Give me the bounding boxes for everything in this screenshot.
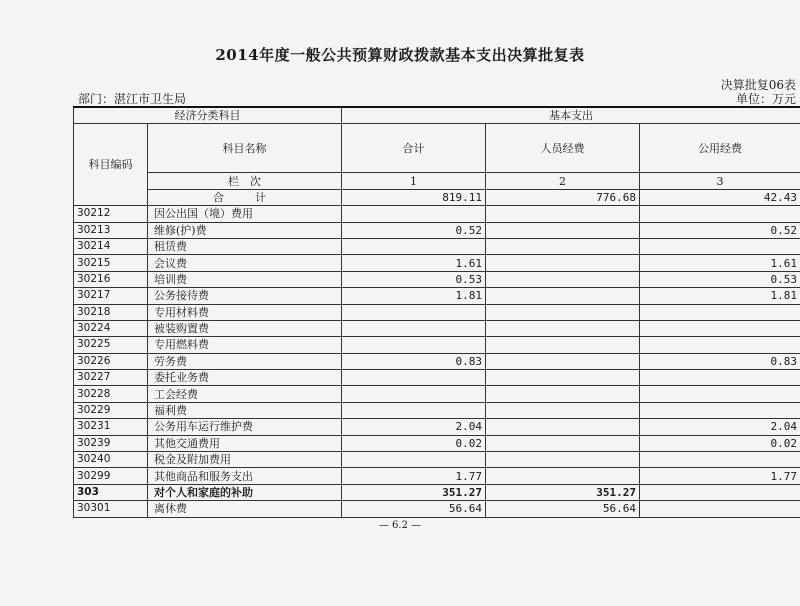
row-total: 2.04 <box>342 419 486 435</box>
sum-label: 合 计 <box>148 189 342 205</box>
expenditure-table <box>73 106 800 518</box>
row-personnel <box>486 271 640 287</box>
total-col-header: 合计 <box>342 124 486 173</box>
table-row <box>74 271 800 287</box>
row-name: 专用燃料费 <box>148 337 342 353</box>
table-row <box>74 353 800 369</box>
row-code: 30227 <box>74 370 148 386</box>
row-total: 0.02 <box>342 435 486 451</box>
row-total: 0.83 <box>342 353 486 369</box>
table-row <box>74 386 800 402</box>
table-row <box>74 304 800 320</box>
row-code: 30213 <box>74 222 148 238</box>
row-index-label: 栏 次 <box>148 173 342 189</box>
form-code: 决算批复06表 <box>720 78 796 92</box>
row-public <box>640 206 800 222</box>
row-total <box>342 402 486 418</box>
row-code: 30226 <box>74 353 148 369</box>
row-name: 被装购置费 <box>148 320 342 336</box>
row-personnel <box>486 288 640 304</box>
row-public: 1.81 <box>640 288 800 304</box>
row-public <box>640 452 800 468</box>
col-index-3: 3 <box>640 173 800 189</box>
row-personnel: 56.64 <box>486 501 640 517</box>
econ-class-header: 经济分类科目 <box>74 107 342 124</box>
public-col-header: 公用经费 <box>640 124 800 173</box>
row-total: 56.64 <box>342 501 486 517</box>
table-row <box>74 288 800 304</box>
row-name: 离休费 <box>148 501 342 517</box>
row-total: 351.27 <box>342 484 486 500</box>
page-number: — 6.2 — <box>378 520 422 531</box>
row-personnel <box>486 320 640 336</box>
col-index-2: 2 <box>486 173 640 189</box>
row-public: 1.61 <box>640 255 800 271</box>
row-code: 30212 <box>74 206 148 222</box>
row-personnel <box>486 238 640 254</box>
table-row <box>74 206 800 222</box>
row-personnel <box>486 206 640 222</box>
row-total: 1.61 <box>342 255 486 271</box>
row-public: 0.83 <box>640 353 800 369</box>
row-total: 1.77 <box>342 468 486 484</box>
row-total: 0.53 <box>342 271 486 287</box>
row-code: 30301 <box>74 501 148 517</box>
table-row <box>74 337 800 353</box>
row-public: 1.77 <box>640 468 800 484</box>
row-public <box>640 337 800 353</box>
table-row <box>74 435 800 451</box>
row-personnel <box>486 452 640 468</box>
row-personnel <box>486 222 640 238</box>
row-public <box>640 320 800 336</box>
sum-total: 819.11 <box>342 189 486 205</box>
row-public: 0.52 <box>640 222 800 238</box>
row-personnel <box>486 304 640 320</box>
row-name: 劳务费 <box>148 353 342 369</box>
table-row <box>74 501 800 517</box>
table-row <box>74 255 800 271</box>
row-code: 303 <box>74 484 148 500</box>
department-label: 部门：湛江市卫生局 <box>78 92 187 106</box>
row-name: 公务接待费 <box>148 288 342 304</box>
row-public <box>640 238 800 254</box>
row-personnel <box>486 370 640 386</box>
table-row <box>74 484 800 500</box>
basic-exp-header: 基本支出 <box>342 107 800 124</box>
row-public <box>640 484 800 500</box>
col-index-1: 1 <box>342 173 486 189</box>
row-public <box>640 386 800 402</box>
row-name: 其他商品和服务支出 <box>148 468 342 484</box>
row-personnel <box>486 402 640 418</box>
row-code: 30240 <box>74 452 148 468</box>
row-personnel <box>486 419 640 435</box>
row-total <box>342 370 486 386</box>
row-name: 委托业务费 <box>148 370 342 386</box>
row-name: 税金及附加费用 <box>148 452 342 468</box>
row-code: 30231 <box>74 419 148 435</box>
row-total: 1.81 <box>342 288 486 304</box>
row-name: 工会经费 <box>148 386 342 402</box>
sum-public: 42.43 <box>640 189 800 205</box>
row-personnel <box>486 386 640 402</box>
row-public <box>640 402 800 418</box>
row-name: 公务用车运行维护费 <box>148 419 342 435</box>
row-code: 30239 <box>74 435 148 451</box>
name-col-header: 科目名称 <box>148 124 342 173</box>
sum-personnel: 776.68 <box>486 189 640 205</box>
row-total <box>342 320 486 336</box>
row-total <box>342 304 486 320</box>
row-code: 30217 <box>74 288 148 304</box>
row-name: 培训费 <box>148 271 342 287</box>
row-personnel <box>486 337 640 353</box>
table-row <box>74 370 800 386</box>
table-row <box>74 402 800 418</box>
row-name: 专用材料费 <box>148 304 342 320</box>
row-total <box>342 452 486 468</box>
row-public <box>640 370 800 386</box>
row-code: 30229 <box>74 402 148 418</box>
code-col-header: 科目编码 <box>74 124 148 206</box>
report-title: 2014年度一般公共预算财政拨款基本支出决算批复表 <box>215 46 585 64</box>
row-total <box>342 337 486 353</box>
row-code: 30216 <box>74 271 148 287</box>
table-row <box>74 468 800 484</box>
row-total: 0.52 <box>342 222 486 238</box>
row-code: 30215 <box>74 255 148 271</box>
table-row <box>74 452 800 468</box>
row-name: 福利费 <box>148 402 342 418</box>
row-name: 会议费 <box>148 255 342 271</box>
row-name: 其他交通费用 <box>148 435 342 451</box>
row-public <box>640 501 800 517</box>
row-code: 30224 <box>74 320 148 336</box>
row-total <box>342 238 486 254</box>
row-name: 对个人和家庭的补助 <box>148 484 342 500</box>
personnel-col-header: 人员经费 <box>486 124 640 173</box>
row-code: 30228 <box>74 386 148 402</box>
row-personnel <box>486 468 640 484</box>
row-public: 2.04 <box>640 419 800 435</box>
row-total <box>342 386 486 402</box>
row-public: 0.02 <box>640 435 800 451</box>
row-name: 租赁费 <box>148 238 342 254</box>
table-row <box>74 222 800 238</box>
table-row <box>74 419 800 435</box>
row-public <box>640 304 800 320</box>
row-personnel <box>486 435 640 451</box>
row-personnel <box>486 353 640 369</box>
table-row <box>74 320 800 336</box>
row-code: 30299 <box>74 468 148 484</box>
row-public: 0.53 <box>640 271 800 287</box>
table-row <box>74 238 800 254</box>
row-code: 30214 <box>74 238 148 254</box>
row-code: 30218 <box>74 304 148 320</box>
row-total <box>342 206 486 222</box>
row-personnel <box>486 255 640 271</box>
row-name: 因公出国（境）费用 <box>148 206 342 222</box>
unit-label: 单位：万元 <box>735 92 796 106</box>
row-name: 维修(护)费 <box>148 222 342 238</box>
row-personnel: 351.27 <box>486 484 640 500</box>
row-code: 30225 <box>74 337 148 353</box>
